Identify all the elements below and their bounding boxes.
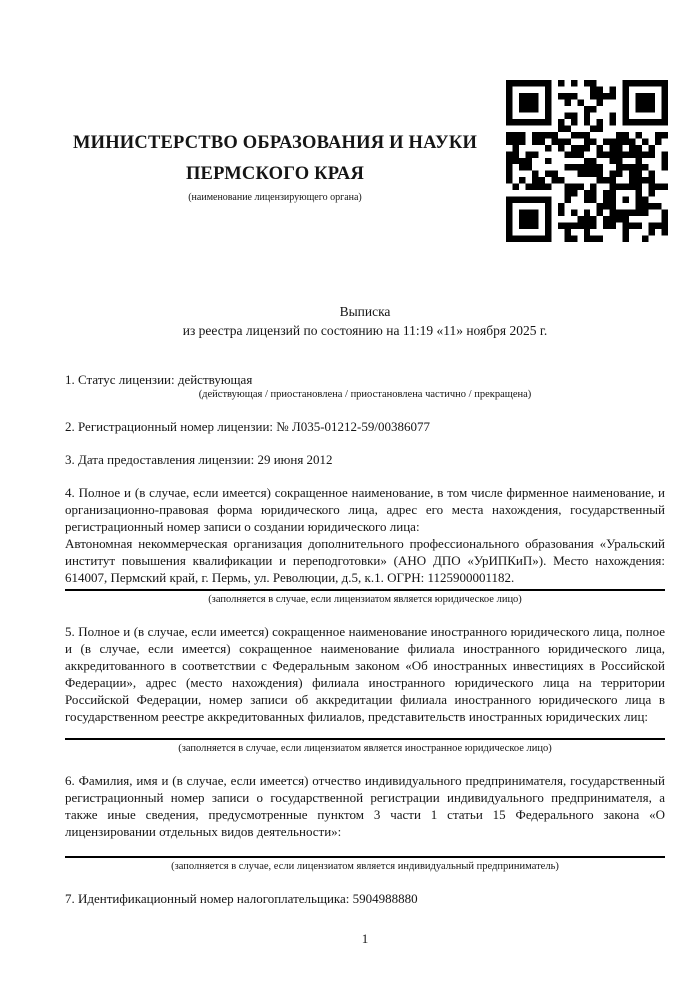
license-reg-number: 2. Регистрационный номер лицензии: № Л035-01212-59/00386077 [65, 418, 431, 434]
document-title [65, 303, 665, 341]
ministry-name-line1: МИНИСТЕРСТВО ОБРАЗОВАНИЯ И НАУКИ [72, 133, 478, 153]
individual-entrepreneur-rule [65, 856, 665, 858]
foreign-entity-description: 5. Полное и (в случае, если имеется) сокращенное наименование иностранного юридического лица, полное и (в случае, если имеется) сокращенное наименование филиала иностранного юридического лица, аккредитованного в соответствии с Федеральным законом «Об иностранных инвестициях в Российской Федерации», адрес (место нахождения) филиала иностранного юридического лица на территории Российской Федерации, номер записи об аккредитации филиала иностранного юридического лица в государственном реестре аккредитованных филиалов, представительств иностранных юридических лиц: [65, 623, 665, 724]
individual-entrepreneur-caption: (заполняется в случае, если лицензиатом является индивидуальный предприниматель) [171, 860, 559, 872]
individual-entrepreneur-description: 6. Фамилия, имя и (в случае, если имеется) отчество индивидуального предпринимателя, государственный регистрационный номер записи о государственной регистрации индивидуального предпринимателя, а также иные сведения, предусмотренные пунктом 3 части 1 статьи 15 Федерального закона «О лицензировании отдельных видов деятельности»: [65, 772, 665, 839]
ministry-header [55, 128, 495, 203]
license-status: 1. Статус лицензии: действующая [65, 371, 253, 387]
foreign-entity-rule [65, 738, 665, 740]
foreign-entity-section [65, 623, 665, 756]
ministry-caption: (наименование лицензирующего органа) [188, 192, 362, 204]
ministry-name-line2: ПЕРМСКОГО КРАЯ [185, 164, 365, 185]
individual-entrepreneur-section [65, 772, 665, 874]
legal-entity-section [65, 484, 665, 607]
document-title-line1: Выписка [339, 304, 391, 320]
license-status-section [65, 371, 665, 402]
legal-entity-rule [65, 589, 665, 591]
taxpayer-inn: 7. Идентификационный номер налогоплательщика: 5904988880 [65, 890, 418, 906]
legal-entity-value: Автономная некоммерческая организация дополнительного профессионального образования «Уральский институт повышения квалификации и переподготовки» (АНО ДПО «УрИПКиП»). Место нахождения: 614007, Пермский край, г. Пермь, ул. Революции, д.5, к.1. ОГРН: 1125900001182. [65, 535, 665, 585]
legal-entity-caption: (заполняется в случае, если лицензиатом является юридическое лицо) [208, 593, 522, 605]
qr-code [506, 80, 668, 242]
document-title-line2: из реестра лицензий по состоянию на 11:19 «11» ноября 2025 г. [182, 323, 548, 339]
license-grant-date: 3. Дата предоставления лицензии: 29 июня 2012 [65, 451, 333, 467]
page-number: 1 [361, 931, 369, 946]
legal-entity-description: 4. Полное и (в случае, если имеется) сокращенное наименование, в том числе фирменное наименование, и организационно-правовая форма юридического лица, адрес его места нахождения, государственный регистрационный номер записи о создании юридического лица: [65, 484, 665, 534]
license-status-caption: (действующая / приостановлена / приостановлена частично / прекращена) [198, 388, 532, 400]
foreign-entity-caption: (заполняется в случае, если лицензиатом является иностранное юридическое лицо) [178, 742, 552, 754]
ministry-name [55, 128, 495, 190]
